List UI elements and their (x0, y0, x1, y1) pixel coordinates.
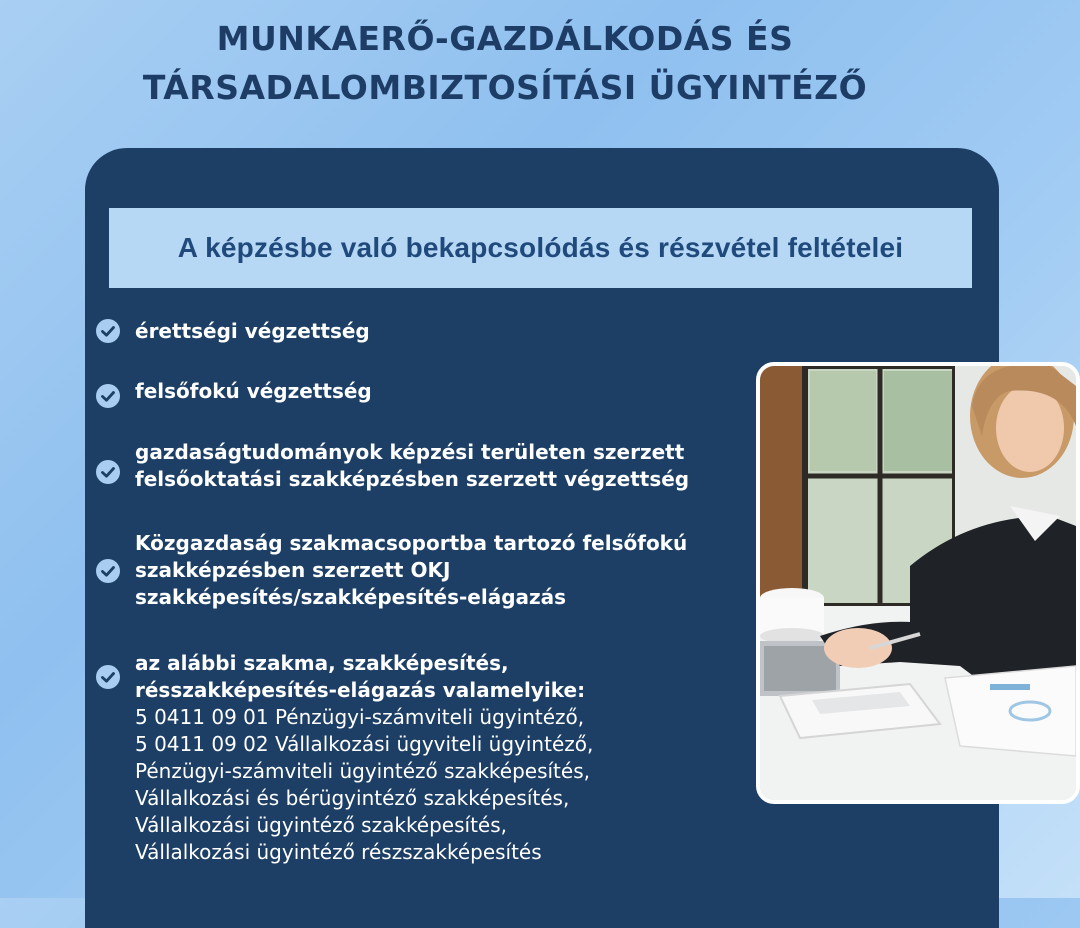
title-line-2: TÁRSADALOMBIZTOSÍTÁSI ÜGYINTÉZŐ (142, 68, 868, 107)
check-circle-icon (96, 384, 120, 408)
check-circle-icon (96, 460, 120, 484)
requirement-text: az alábbi szakma, szakképesítés, (135, 651, 509, 675)
qualification-item: Vállalkozási ügyintéző szakképesítés, (135, 813, 508, 837)
qualification-item: Pénzügyi-számviteli ügyintéző szakképesítés, (135, 759, 590, 783)
section-heading: A képzésbe való bekapcsolódás és részvétel feltételei (177, 232, 904, 263)
requirement-text: Közgazdaság szakmacsoportba tartozó felsőfokú (135, 531, 688, 555)
qualification-item: 5 0411 09 02 Vállalkozási ügyviteli ügyintéző, (135, 732, 594, 756)
requirement-text: felsőfokú végzettség (135, 379, 372, 403)
requirement-text: érettségi végzettség (135, 319, 370, 343)
requirement-text: szakképesítés/szakképesítés-elágazás (135, 585, 567, 609)
requirement-text: gazdaságtudományok képzési területen szerzett (135, 440, 685, 464)
check-circle-icon (96, 319, 120, 343)
check-circle-icon (96, 559, 120, 583)
requirement-text: felsőoktatási szakképzésben szerzett végzettség (135, 467, 690, 491)
requirement-text: résszakképesítés-elágazás valamelyike: (135, 678, 586, 702)
qualification-item: 5 0411 09 01 Pénzügyi-számviteli ügyintéző, (135, 705, 585, 729)
check-circle-icon (96, 665, 120, 689)
woman-using-calculator-photo (756, 362, 1080, 804)
qualification-item: Vállalkozási és bérügyintéző szakképesítés, (135, 786, 570, 810)
requirement-text: szakképzésben szerzett OKJ (135, 558, 451, 582)
title-line-1: MUNKAERŐ-GAZDÁLKODÁS ÉS (216, 19, 794, 58)
qualification-item: Vállalkozási ügyintéző részszakképesítés (135, 840, 542, 864)
